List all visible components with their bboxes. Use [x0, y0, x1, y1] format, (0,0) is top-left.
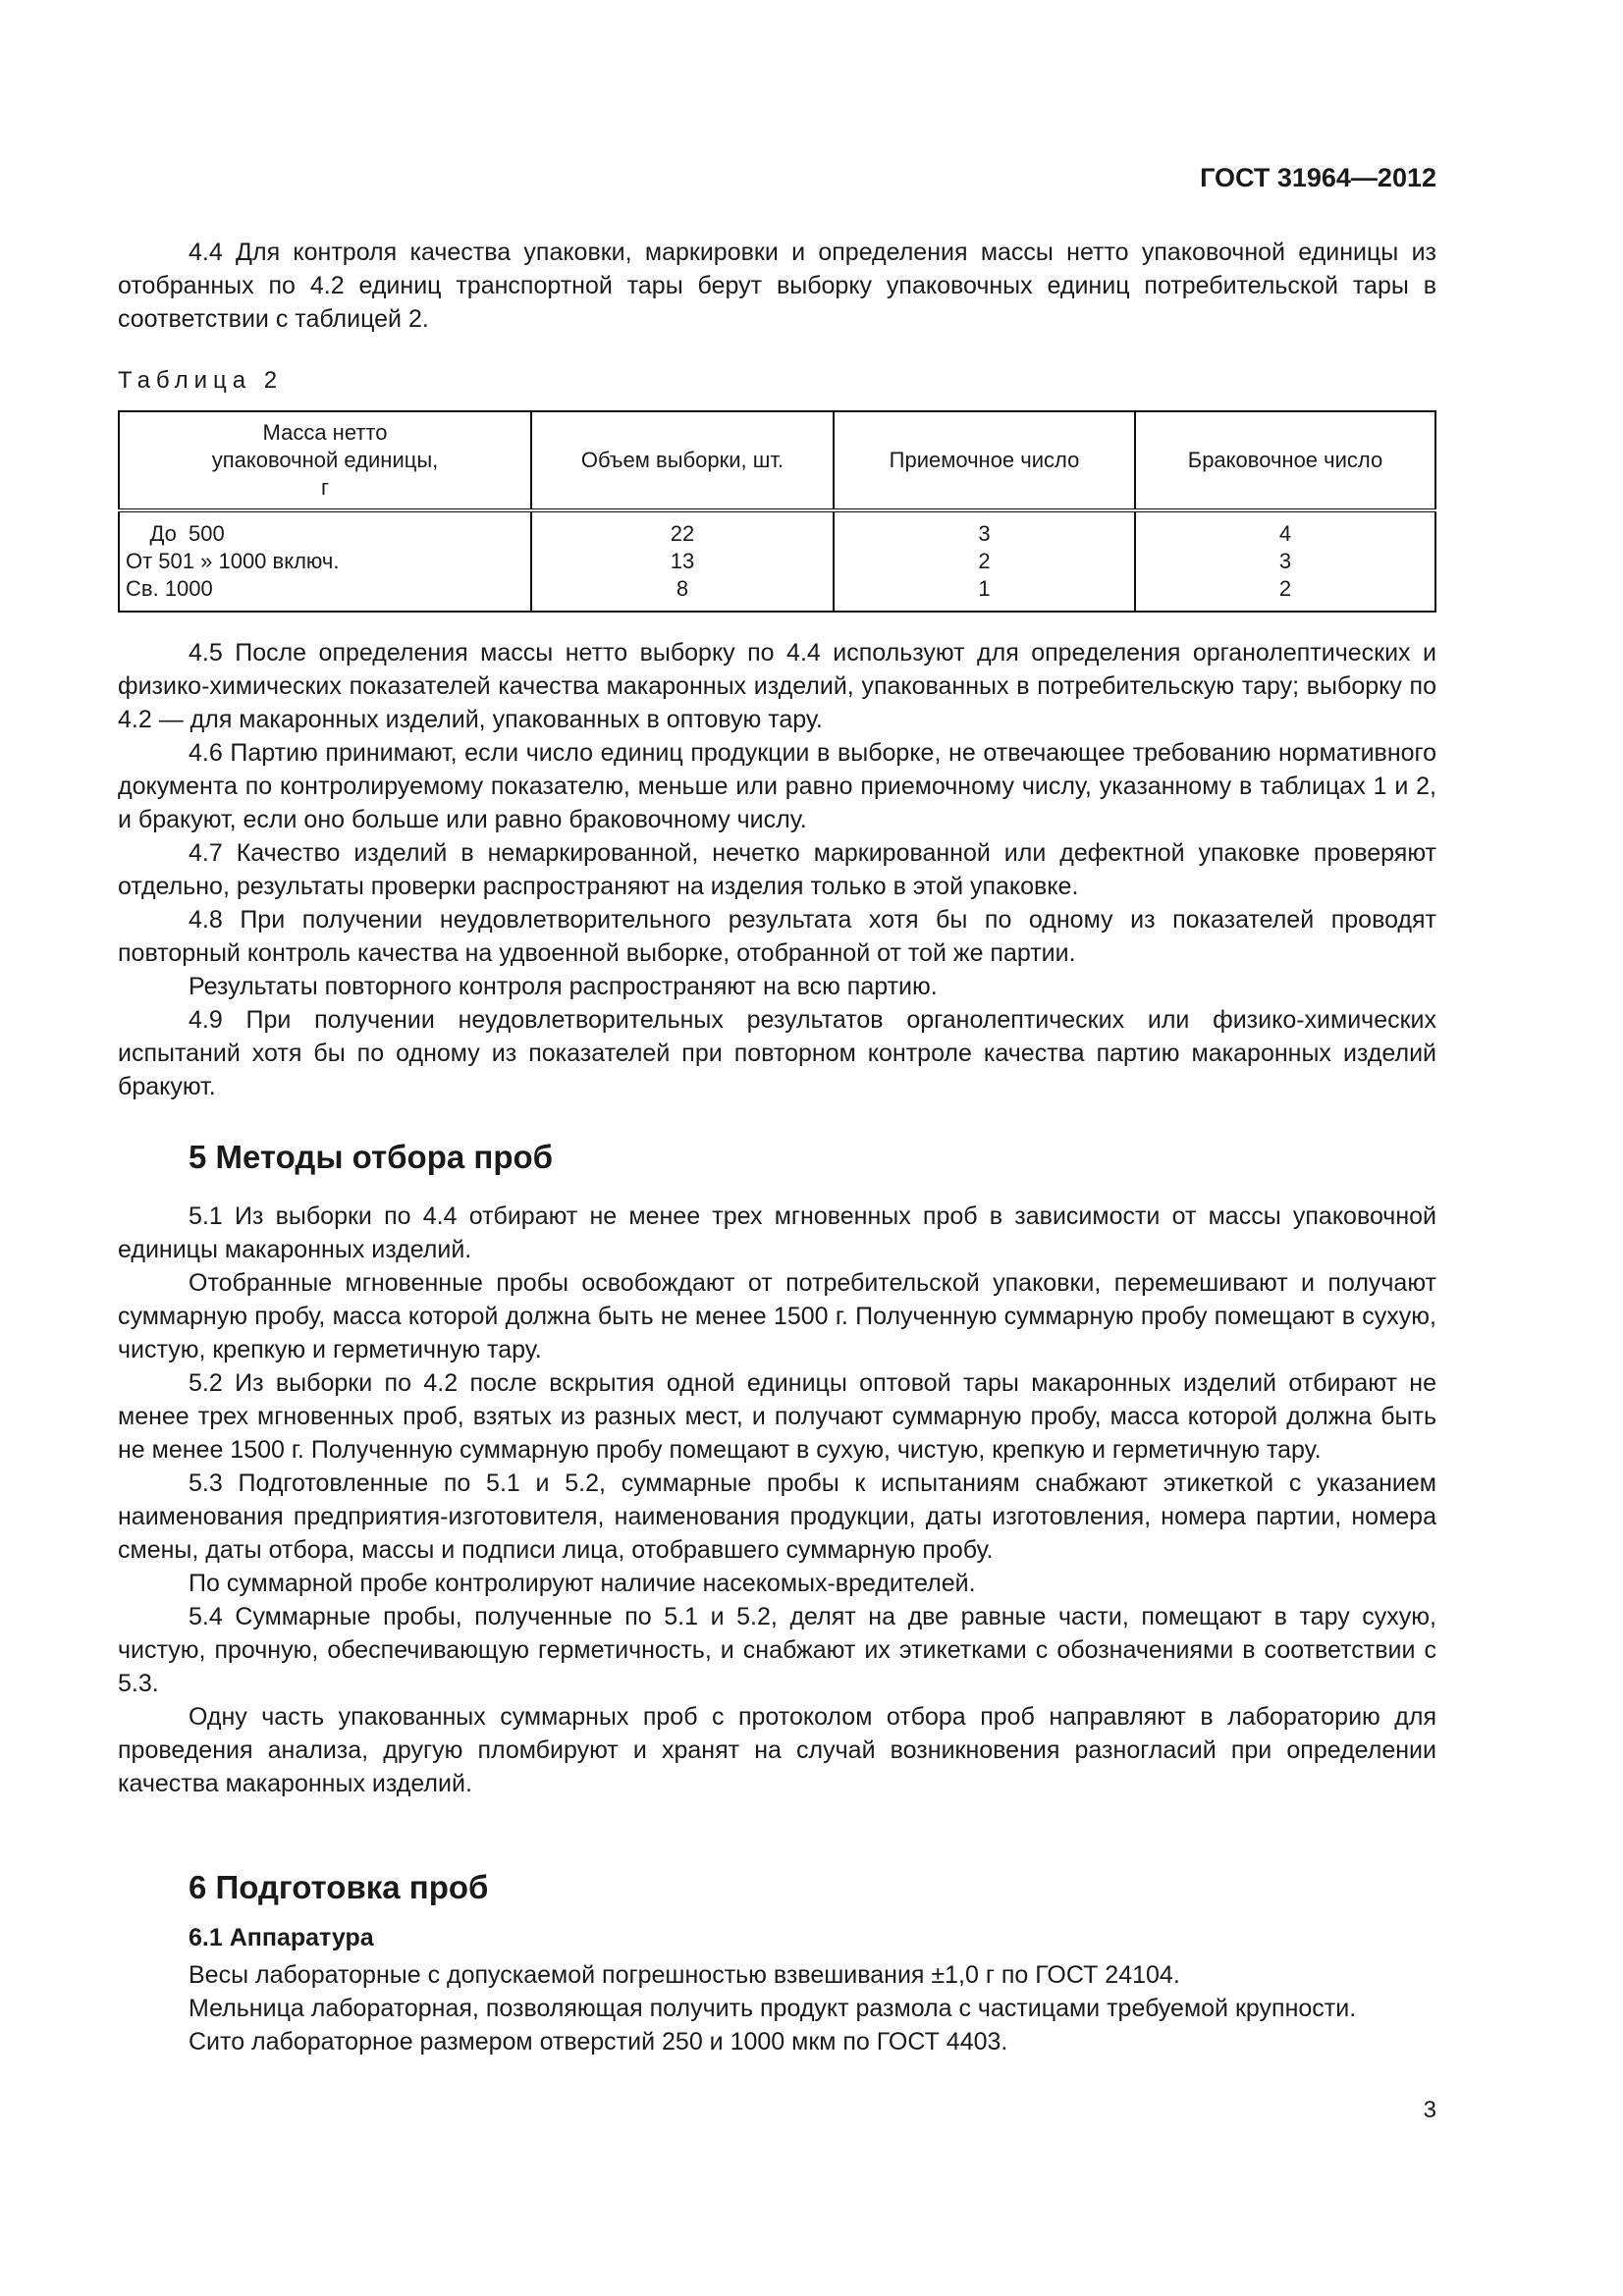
section-heading: 5 Методы отбора проб: [189, 1139, 554, 1175]
col-header: Объем выборки, шт.: [531, 411, 834, 510]
cell: 1: [978, 576, 991, 601]
para: 4.8 При получении неудовлетворительного результата хотя бы по одному из показателей проводят повторный контроль качества на удвоенной выборке, отобранной от той же партии.: [118, 906, 1436, 967]
page-number: 3: [1423, 2097, 1436, 2123]
cell: 3: [1278, 549, 1292, 573]
cell: 8: [676, 576, 689, 601]
table-2: [118, 367, 1436, 613]
para: 4.4 Для контроля качества упаковки, маркировки и определения массы нетто упаковочной единицы из отобранных по 4.2 единиц транспортной тары берут выборку упаковочных единиц потребительской тары в соответствии с таблицей 2.: [118, 239, 1436, 333]
section-heading: 6 Подготовка проб: [189, 1869, 489, 1905]
subsection-heading: 6.1 Аппаратура: [189, 1924, 374, 1951]
table-caption: Таблица 2: [118, 367, 284, 394]
cell: 2: [978, 549, 991, 573]
para: 5.2 Из выборки по 4.2 после вскрытия одной единицы оптовой тары макаронных изделий отбирают не менее трех мгновенных проб, взятых из разных мест, и получают суммарную пробу, масса которой должна быть не менее 1500 г. Полученную суммарную пробу помещают в сухую, чистую, крепкую и герметичную тару.: [118, 1369, 1436, 1464]
para: Весы лабораторные с допускаемой погрешностью взвешивания ±1,0 г по ГОСТ 24104.: [189, 1961, 1180, 1989]
para: Мельница лабораторная, позволяющая получить продукт размола с частицами требуемой крупности.: [189, 1995, 1357, 2022]
para: Отобранные мгновенные пробы освобождают от потребительской упаковки, перемешивают и получают суммарную пробу, масса которой должна быть не менее 1500 г. Полученную суммарную пробу помещают в сухую, чистую, крепкую и герметичную тару.: [118, 1269, 1436, 1363]
cell: 3: [978, 521, 991, 546]
cell: 13: [670, 549, 695, 573]
para: 5.3 Подготовленные по 5.1 и 5.2, суммарные пробы к испытаниям снабжают этикеткой с указанием наименования предприятия-изготовителя, наименования продукции, даты изготовления, номера партии, номера смены, даты отбора, массы и подписи лица, отобравшего суммарную пробу.: [118, 1469, 1436, 1564]
cell: 4: [1278, 521, 1292, 546]
col-header: Браковочное число: [1135, 411, 1435, 510]
paragraph-4-4: [118, 236, 1436, 336]
paragraphs-4: [118, 636, 1436, 1103]
cell: 2: [1278, 576, 1292, 601]
para: 4.7 Качество изделий в немаркированной, нечетко маркированной или дефектной упаковке проверяют отдельно, результаты проверки распространяют на изделия только в этой упаковке.: [118, 839, 1436, 900]
para: Одну часть упакованных суммарных проб с протоколом отбора проб направляют в лабораторию для проведения анализа, другую пломбируют и хранят на случай возникновения разногласий при определении качества макаронных изделий.: [118, 1703, 1436, 1797]
section-5: [118, 1139, 1436, 1800]
para: 4.5 После определения массы нетто выборку по 4.4 используют для определения органолептических и физико-химических показателей качества макаронных изделий, упакованных в потребительскую тару; выборку по 4.2 — для макаронных изделий, упакованных в оптовую тару.: [118, 639, 1436, 733]
section-6: [118, 1869, 1436, 2058]
para: По суммарной пробе контролируют наличие насекомых-вредителей.: [189, 1570, 976, 1597]
table-row: [119, 510, 1435, 612]
document-header: ГОСТ 31964—2012: [1200, 163, 1436, 192]
para: Результаты повторного контроля распространяют на всю партию.: [189, 973, 938, 1000]
cell: Св. 1000: [126, 576, 213, 601]
sample-table: [118, 410, 1436, 613]
para: 4.9 При получении неудовлетворительных результатов органолептических или физико-химических испытаний хотя бы по одному из показателей при повторном контроле качества партию макаронных изделий бракуют.: [118, 1006, 1436, 1100]
para: 5.1 Из выборки по 4.4 отбирают не менее трех мгновенных проб в зависимости от массы упаковочной единицы макаронных изделий.: [118, 1202, 1436, 1263]
col-header: Приемочное число: [834, 411, 1135, 510]
para: 5.4 Суммарные пробы, полученные по 5.1 и 5.2, делят на две равные части, помещают в тару сухую, чистую, прочную, обеспечивающую герметичность, и снабжают их этикетками с обозначениями в соответствии с 5.3.: [118, 1603, 1436, 1697]
cell: До 500: [126, 521, 225, 546]
para: 4.6 Партию принимают, если число единиц продукции в выборке, не отвечающее требованию нормативного документа по контролируемому показателю, меньше или равно приемочному числу, указанному в таблицах 1 и 2, и бракуют, если оно больше или равно браковочному числу.: [118, 739, 1436, 833]
col-header: Масса нетто упаковочной единицы, г: [119, 411, 531, 510]
cell: 22: [670, 521, 695, 546]
cell: От 501 » 1000 включ.: [126, 549, 340, 573]
para: Сито лабораторное размером отверстий 250 и 1000 мкм по ГОСТ 4403.: [189, 2028, 1008, 2056]
